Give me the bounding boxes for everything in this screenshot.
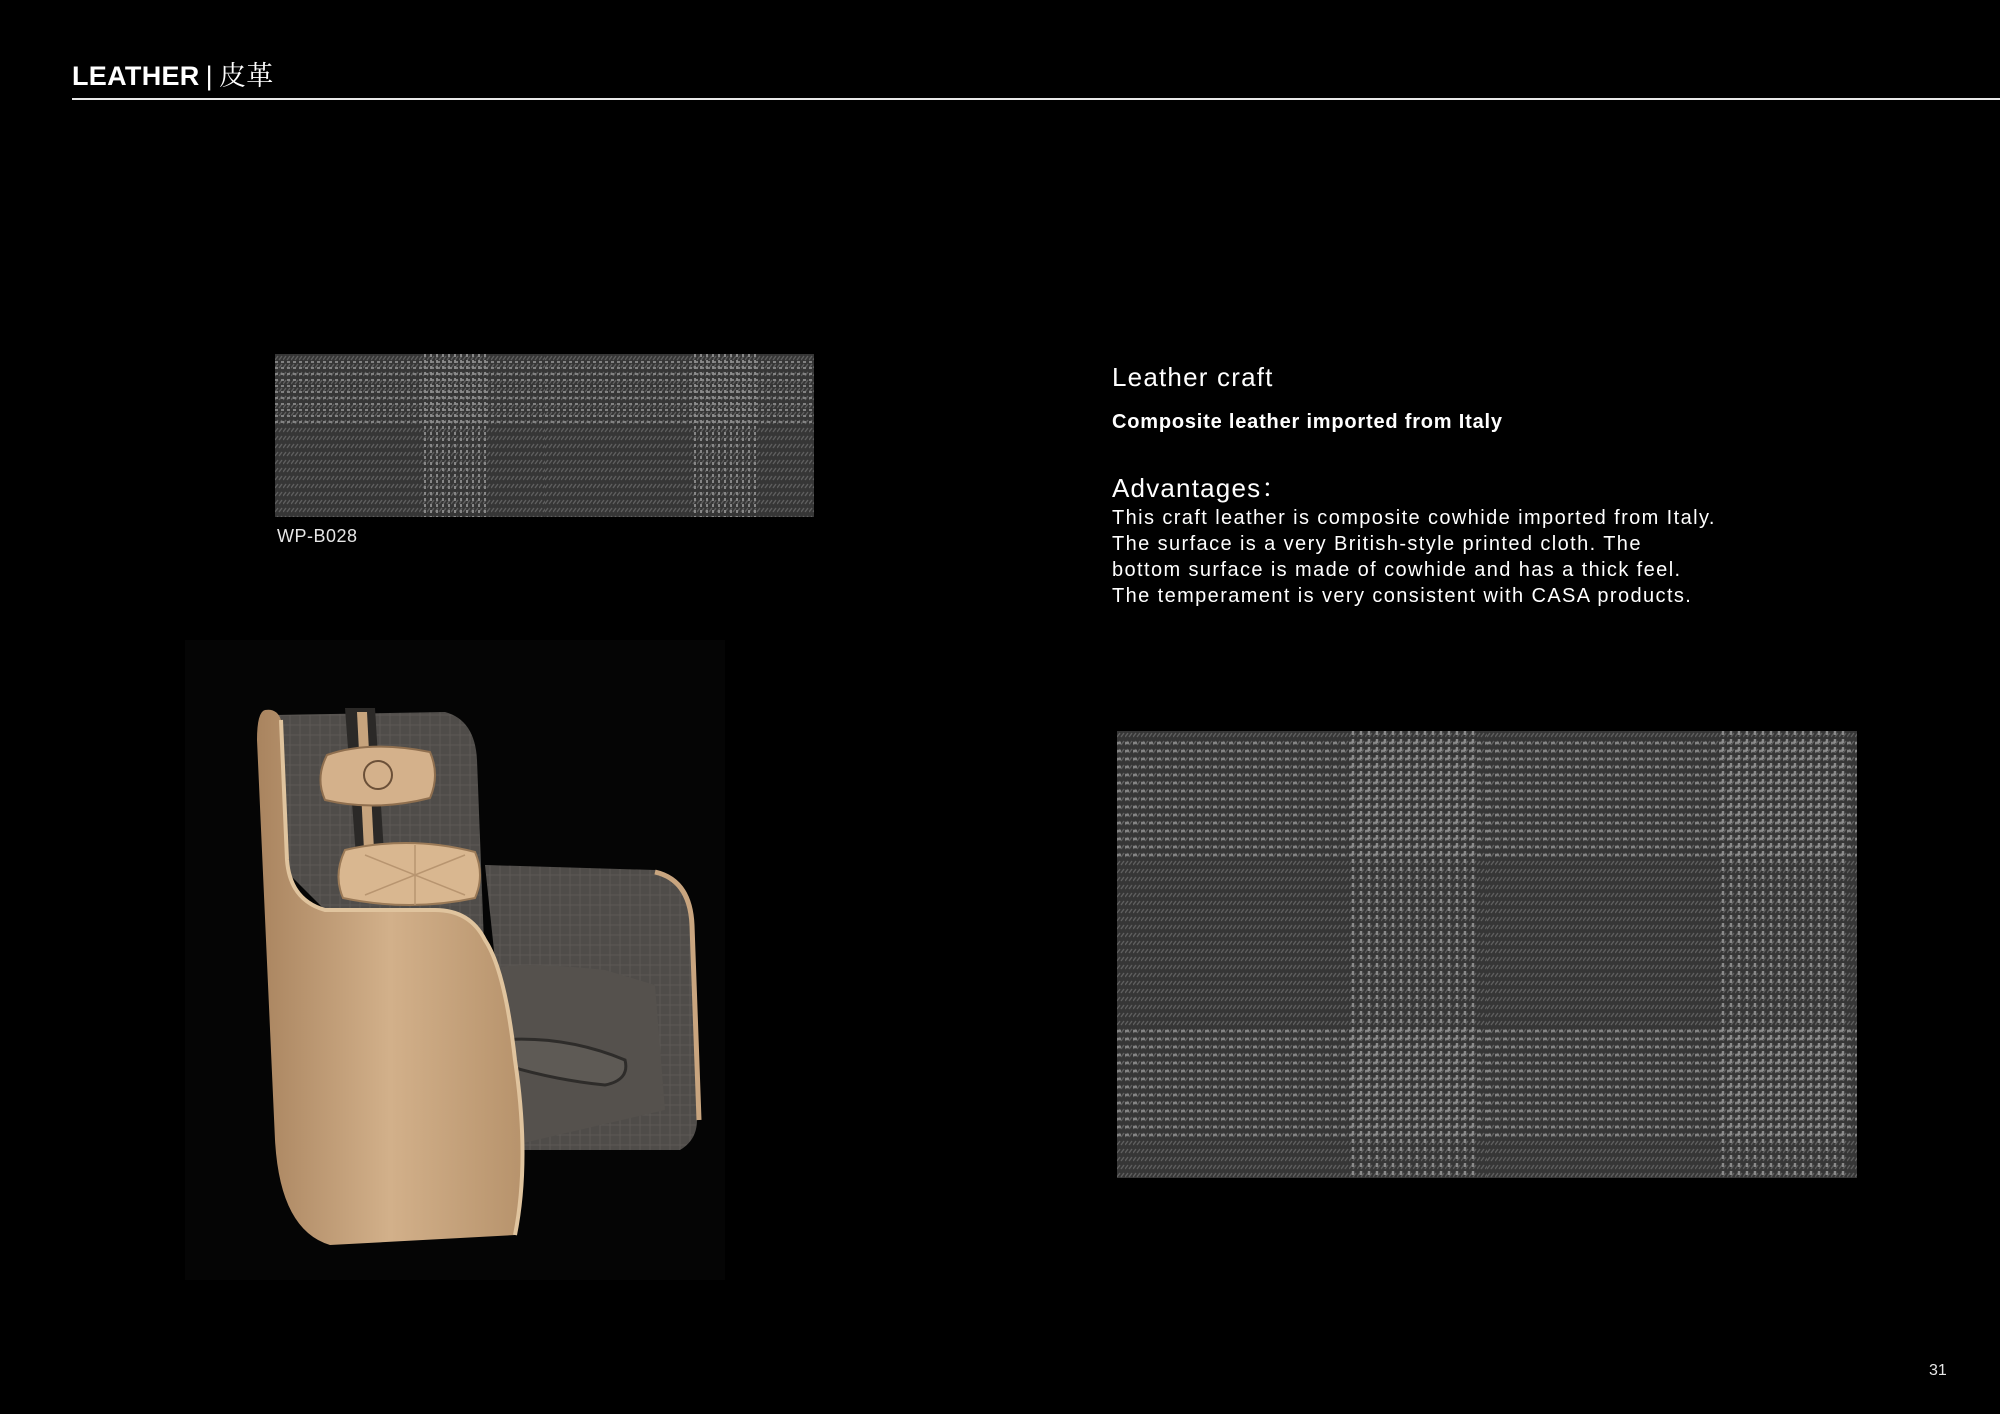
advantages-line: The temperament is very consistent with CASA products. xyxy=(1112,585,1693,607)
header-rule xyxy=(72,98,2000,100)
advantages-line: bottom surface is made of cowhide and has a thick feel. xyxy=(1112,559,1682,581)
advantages-line: This craft leather is composite cowhide imported from Italy. xyxy=(1112,507,1716,529)
armchair-photo xyxy=(185,640,725,1280)
title-separator: | xyxy=(205,61,213,91)
craft-title: Leather craft xyxy=(1112,362,1274,392)
title-chinese: 皮革 xyxy=(218,61,274,91)
fabric-swatch-large xyxy=(1117,731,1857,1178)
title-english: LEATHER xyxy=(72,61,200,91)
advantages-title: Advantages： xyxy=(1112,473,1289,503)
page-number: 31 xyxy=(1929,1362,1947,1379)
fabric-swatch-small xyxy=(275,354,814,517)
craft-subtitle: Composite leather imported from Italy xyxy=(1112,411,1503,433)
advantages-line: The surface is a very British-style printed cloth. The xyxy=(1112,533,1642,555)
page-title xyxy=(72,54,274,93)
description-block xyxy=(1112,362,1812,609)
swatch-code: WP-B028 xyxy=(277,526,358,546)
